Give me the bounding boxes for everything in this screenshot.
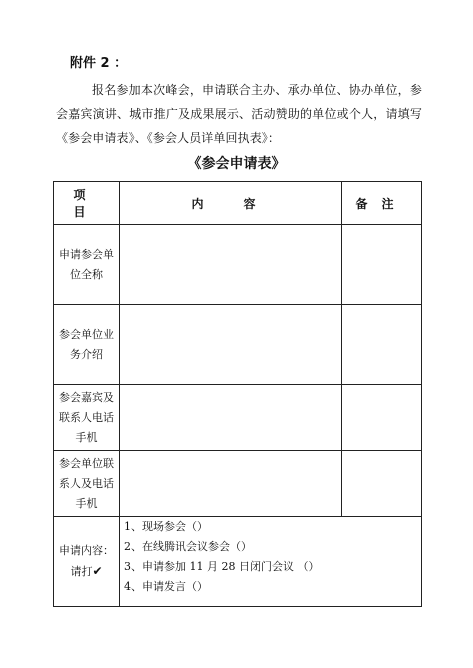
application-form-table xyxy=(53,181,422,607)
guest-contact-remarks[interactable] xyxy=(342,385,422,451)
apply-hint-text: 请打 xyxy=(70,565,93,578)
business-intro-field[interactable] xyxy=(120,305,342,385)
row-label-apply-content xyxy=(54,517,120,607)
unit-contact-field[interactable] xyxy=(120,451,342,517)
unit-contact-remarks[interactable] xyxy=(342,451,422,517)
apply-hint xyxy=(58,561,115,582)
attachment-heading: 附件 2 ： xyxy=(70,56,128,71)
apply-options xyxy=(120,517,422,607)
row-label-business-intro: 参会单位业务介绍 xyxy=(54,305,120,385)
guest-contact-field[interactable] xyxy=(120,385,342,451)
form-title: 《参会申请表》 xyxy=(187,156,286,172)
header-item: 项 目 xyxy=(54,182,120,225)
unit-name-remarks[interactable] xyxy=(342,225,422,305)
table-header-row xyxy=(54,182,422,225)
table-row xyxy=(54,451,422,517)
table-row xyxy=(54,385,422,451)
option-online-tencent-meeting[interactable]: 2、在线腾讯会议参会（） xyxy=(124,540,252,553)
table-row xyxy=(54,225,422,305)
option-onsite[interactable]: 1、现场参会（） xyxy=(124,520,208,533)
table-row xyxy=(54,305,422,385)
checkmark-icon: ✔ xyxy=(92,564,103,578)
row-label-unit-contact: 参会单位联系人及电话手机 xyxy=(54,451,120,517)
unit-name-field[interactable] xyxy=(120,225,342,305)
option-closed-door-meeting[interactable]: 3、申请参加 11 月 28 日闭门会议 （） xyxy=(124,560,320,573)
row-label-unit-name: 申请参会单位全称 xyxy=(54,225,120,305)
header-content: 内 容 xyxy=(120,182,342,225)
row-label-guest-contact: 参会嘉宾及联系人电话手机 xyxy=(54,385,120,451)
option-apply-to-speak[interactable]: 4、申请发言（） xyxy=(124,580,208,593)
apply-content-label: 申请内容： xyxy=(59,544,114,557)
intro-paragraph: 报名参加本次峰会，申请联合主办、承办单位、协办单位，参会嘉宾演讲、城市推广及成果展示、活动赞助的单位或个人，请填写《参会申请表》、《参会人员详单回执表》： xyxy=(56,83,422,145)
header-remarks: 备注 xyxy=(342,182,422,225)
business-intro-remarks[interactable] xyxy=(342,305,422,385)
table-row xyxy=(54,517,422,607)
